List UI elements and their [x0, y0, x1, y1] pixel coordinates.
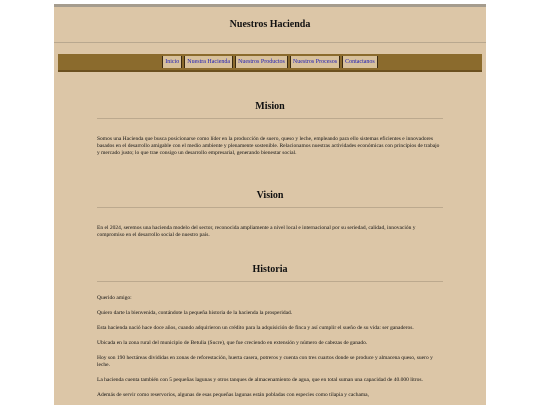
mision-text: Somos una Hacienda que busca posicionarse como líder en la producción de suero, queso y leche, empleando para ello sistemas eficientes e innovadores basados en el desarrollo amigable con el medio ambiente y plenamente sostenible. Relacionamos nuestras actividades económicas con principios de trabajo y mercado justo; lo que trae consigo un desarrollo empresarial, generando bienestar social. [97, 136, 440, 156]
header [54, 7, 486, 43]
historia-heading: Historia [97, 264, 443, 282]
page-title: Nuestros Hacienda [229, 19, 311, 30]
vision-heading: Vision [97, 190, 443, 208]
historia-paragraph: Querido amigo: [97, 295, 132, 301]
historia-paragraph: Esta hacienda nació hace doce años, cuando adquirieron un crédito para la adquisición de finca y así cumplir el sueño de su vida: ser ganaderos. [97, 325, 414, 331]
mision-section [97, 101, 443, 161]
vision-section [97, 190, 443, 243]
vision-text: En el 2024, seremos una hacienda modelo del sector, reconocida ampliamente a nivel local e internacional por su seriedad, calidad, innovación y compromiso en el desarrollo social de nuestro país. [97, 225, 416, 238]
historia-paragraph: Ubicada en la zona rural del municipio de Betulia (Sucre), que fue creciendo en extensión y número de cabezas de ganado. [97, 340, 368, 346]
historia-paragraph: Quiero darte la bienvenida, contándote la pequeña historia de la hacienda la prosperidad. [97, 310, 293, 316]
nav-link-nuestra-hacienda[interactable]: Nuestra Hacienda [184, 56, 233, 68]
mision-heading: Mision [97, 101, 443, 119]
main-nav [58, 54, 482, 72]
historia-paragraph: Además de servir como reservorios, algunas de esas pequeñas lagunas están pobladas con especies como tilapia y cachama, [97, 392, 370, 398]
nav-link-inicio[interactable]: Inicio [162, 56, 182, 68]
page-container [54, 4, 486, 405]
nav-link-nuestros-procesos[interactable]: Nuestros Procesos [290, 56, 340, 68]
historia-section [97, 264, 443, 405]
historia-paragraph: Hoy son 190 hectáreas divididas en zonas de reforestación, huerta casera, potreros y cuenta con tres cuartos donde se produce y almacena queso, suero y leche. [97, 355, 433, 368]
historia-paragraph: La hacienda cuenta también con 5 pequeñas lagunas y otros tanques de almacenamiento de agua, que en total suman una capacidad de 40.000 litros. [97, 377, 423, 383]
nav-link-contactanos[interactable]: Contactanos [342, 56, 378, 68]
nav-link-nuestros-productos[interactable]: Nuestros Productos [235, 56, 288, 68]
